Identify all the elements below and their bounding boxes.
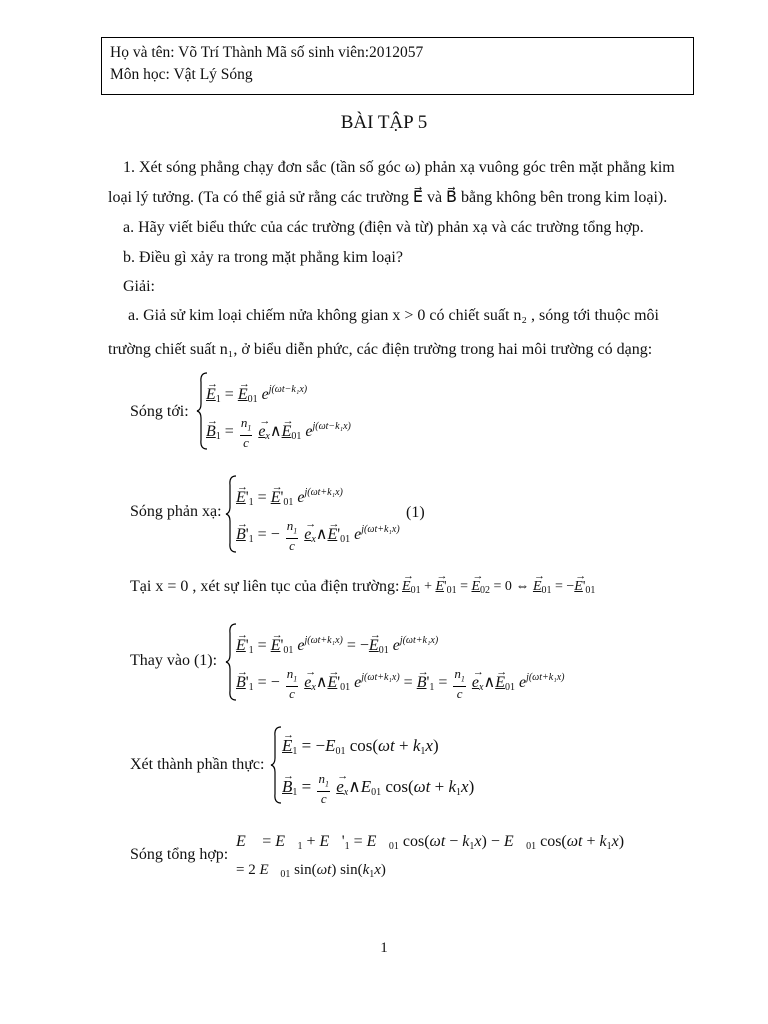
solution-line-2: trường chiết suất n₁, ở biểu diễn phức, các điện trường trong hai môi trường có dạng: — [108, 341, 653, 358]
brace-4 — [270, 726, 282, 804]
eq-incident-B: → $B_1$ = $\frac{n_1}{c}$ → ex∧→ $E_{01}$ $e^{j(\omega t-k_1x)}$ — [206, 416, 351, 449]
eq-sub-E: → $E'_1$ = → $E'_{01}$ $e^{j(\omega t+k_1x)}$ = −→ $E_{01}$ $e^{j(\omega t+k_1x)}$ — [236, 631, 438, 661]
eq-sub-B: → $B'_1$ = − $\frac{n_1}{c}$ → ex∧→ $E'_{01}$ $e^{j(\omega t+k_1x)}$ = → $B'_1$ = $\frac{n_1}{c}$ → ex∧→ $E_{01}$ $e^{j(\omega t+k_1x)}$ — [236, 667, 564, 700]
eq-reflected-E: → $E'_1$ = → $E'_{01}$ $e^{j(\omega t+k_1x)}$ — [236, 483, 343, 513]
course-info: Môn học: Vật Lý Sóng — [110, 66, 253, 83]
page-title: BÀI TẬP 5 — [340, 112, 428, 133]
substitute-label: Thay vào (1): — [130, 652, 218, 669]
problem-line-2: loại lý tưởng. (Ta có thể giả sử rằng các trường E⃗ và B⃗ bằng không bên trong kim loại). — [108, 189, 668, 206]
incident-wave-label: Sóng tới: — [130, 403, 189, 420]
header-box — [101, 37, 694, 95]
student-info: Họ và tên: Võ Trí Thành Mã số sinh viên:2012057 — [110, 44, 424, 61]
eq-real-B: → $B_1$ = $\frac{n_1}{c}$ → $ex\wedge E_{01}$ $\cos(\omega t + k_1x)$ — [282, 772, 474, 805]
eq-total-2: = 2 $E⃗_{01}$ sin(ωt) $\sin(k_1x)$ — [236, 862, 386, 880]
eq-boundary: → $E_{01}$ + → $E'_{01}$ = → $E_{02} = 0$ ⇔ → $E_{01}$ = −→ $E'_{01}$ — [402, 577, 595, 601]
question-b: b. Điều gì xảy ra trong mặt phẳng kim loại? — [123, 249, 403, 266]
equation-number: (1) — [406, 504, 425, 521]
eq-real-E: → $E_1 = -E_{01}$ $\cos(\omega t + k_1x)$ — [282, 736, 439, 762]
problem-line-1: 1. Xét sóng phẳng chạy đơn sắc (tần số góc ω) phản xạ vuông góc trên mặt phẳng kim — [123, 159, 675, 176]
reflected-wave-label: Sóng phản xạ: — [130, 503, 222, 520]
boundary-condition-text: Tại x = 0 , xét sự liên tục của điện trường: — [130, 578, 400, 595]
real-part-label: Xét thành phần thực: — [130, 756, 265, 773]
solution-line-1: a. Giả sử kim loại chiếm nửa không gian x > 0 có chiết suất n₂ , sóng tới thuộc môi — [128, 307, 659, 324]
eq-total-1: E⃗ = $E⃗_1$ + $E⃗'_1$ = $E⃗_{01}$ $\cos(\omega t - k_1x)$ − $E⃗_{01}$ $\cos(\omega t + k_1x)$ — [236, 833, 625, 852]
solution-heading: Giải: — [123, 278, 155, 295]
total-wave-label: Sóng tổng hợp: — [130, 846, 229, 863]
page-number: 1 — [380, 940, 388, 956]
question-a: a. Hãy viết biểu thức của các trường (điện và từ) phản xạ và các trường tổng hợp. — [123, 219, 644, 236]
eq-reflected-B: → $B'_1$ = − $\frac{n_1}{c}$ → ex∧→ $E'_{01}$ $e^{j(\omega t+k_1x)}$ — [236, 519, 400, 552]
eq-incident-E: → $E_1$ = → $E_{01}$ $e^{j(\omega t-k_1x)}$ — [206, 380, 307, 410]
